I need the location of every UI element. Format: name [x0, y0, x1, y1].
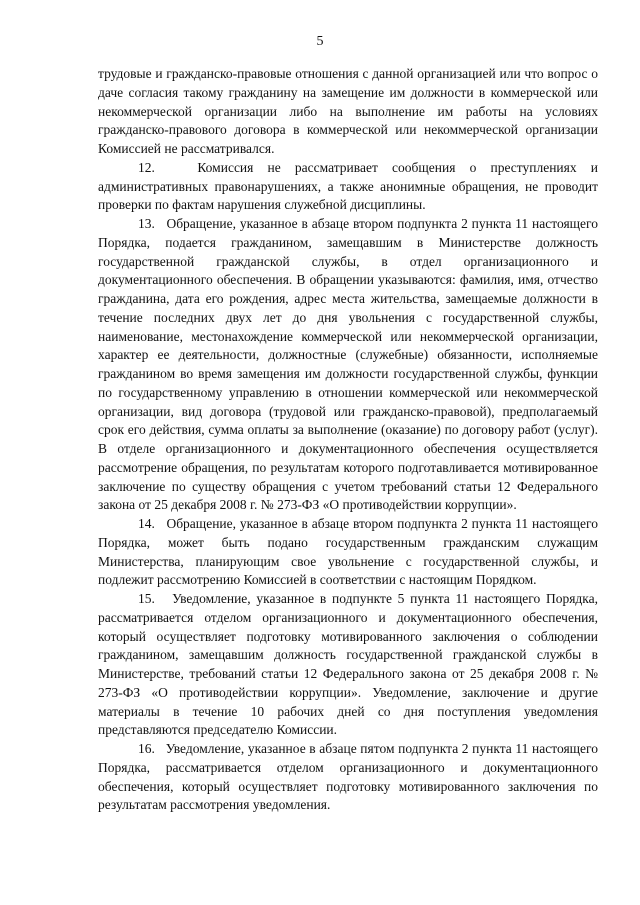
paragraph-12: 12. Комиссия не рассматривает сообщения о преступлениях и административных правонарушениях, а также анонимные обращения, не проводит проверки по фактам нарушения служебной дисциплины.	[98, 159, 598, 213]
paragraph-continuation: трудовые и гражданско-правовые отношения с данной организацией или что вопрос о даче согласия такому гражданину на замещение им должности в коммерческой или некоммерческой организации либо на выполнение им работы на условиях гражданско-правового договора в коммерческой или некоммерческой организации Комиссией не рассматривался.	[98, 66, 598, 156]
document-body	[98, 65, 598, 815]
paragraph-14: 14. Обращение, указанное в абзаце втором подпункта 2 пункта 11 настоящего Порядка, может быть подано государственным гражданским служащим Министерства, планирующим свое увольнение с государственной службы, и подлежит рассмотрению Комиссией в соответствии с настоящим Порядком.	[98, 516, 598, 588]
paragraph-15: 15. Уведомление, указанное в подпункте 5 пункта 11 настоящего Порядка, рассматривается отделом организационного и документационного обеспечения, который осуществляет подготовку мотивированного заключения о соблюдении гражданином, замещавшим должность государственной гражданской службы в Министерстве, требований статьи 12 Федерального закона от 25 декабря 2008 г. № 273-ФЗ «О противодействии коррупции». Уведомление, заключение и другие материалы в течение 10 рабочих дней со дня поступления уведомления представляются председателю Комиссии.	[98, 591, 598, 738]
page-number: 5	[316, 34, 324, 49]
paragraph-13: 13. Обращение, указанное в абзаце втором подпункта 2 пункта 11 настоящего Порядка, подается гражданином, замещавшим в Министерстве должность государственной гражданской службы, в отдел организационного и документационного обеспечения. В обращении указываются: фамилия, имя, отчество гражданина, дата его рождения, адрес места жительства, замещаемые должности в течение последних двух лет до дня увольнения с государственной службы, наименование, местонахождение коммерческой или некоммерческой организации, характер ее деятельности, должностные (служебные) обязанности, исполняемые гражданином во время замещения им должности государственной службы, функции по государственному управлению в отношении коммерческой или некоммерческой организации, вид договора (трудовой или гражданско-правовой), предполагаемый срок его действия, сумма оплаты за выполнение (оказание) по договору работ (услуг). В отделе организационного и документационного обеспечения осуществляется рассмотрение обращения, по результатам которого подготавливается мотивированное заключение по существу обращения с учетом требований статьи 12 Федерального закона от 25 декабря 2008 г. № 273-ФЗ «О противодействии коррупции».	[98, 216, 598, 513]
paragraph-16: 16. Уведомление, указанное в абзаце пятом подпункта 2 пункта 11 настоящего Порядка, рассматривается отделом организационного и документационного обеспечения, который осуществляет подготовку мотивированного заключения по результатам рассмотрения уведомления.	[98, 741, 598, 813]
